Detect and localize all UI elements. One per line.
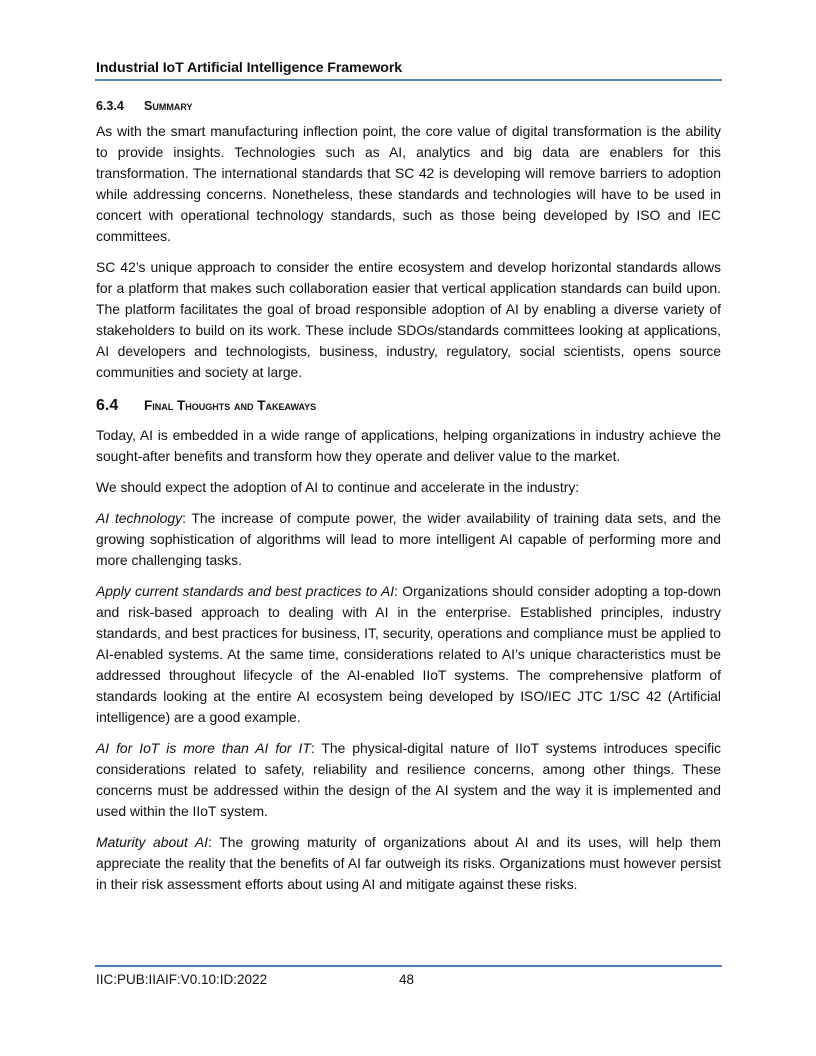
takeaway-term: AI for IoT is more than AI for IT — [96, 740, 311, 756]
summary-paragraph-1: As with the smart manufacturing inflection point, the core value of digital transformation is the ability to provide insights. Technologies such as AI, analytics and big data are enablers for this transformation. The international standards that SC 42 is developing will remove barriers to adoption while addressing concerns. Nonetheless, these standards and technologies will have to be used in concert with operational technology standards, such as those being developed by ISO and IEC committees. — [96, 123, 721, 244]
takeaway-ai-technology — [96, 508, 721, 571]
takeaway-term: Maturity about AI — [96, 834, 209, 850]
takeaway-text: : Organizations should consider adopting a top-down and risk-based approach to dealing with AI in the enterprise. Established principles, industry standards, and best practices for business, IT, security, operations and compliance must be applied to AI-enabled systems. At the same time, considerations related to AI’s unique characteristics must be addressed throughout lifecycle of the AI-enabled IIoT systems. The comprehensive platform of standards looking at the entire AI ecosystem being developed by ISO/IEC JTC 1/SC 42 (Artificial intelligence) are a good example. — [96, 583, 722, 725]
page-content — [96, 96, 721, 905]
intro-paragraph-2: We should expect the adoption of AI to continue and accelerate in the industry: — [96, 479, 580, 495]
section-number: 6.4 — [96, 397, 119, 414]
takeaway-maturity — [96, 832, 721, 895]
takeaway-term: AI technology — [96, 510, 183, 526]
section-number: 6.3.4 — [96, 99, 124, 113]
section-heading-summary — [96, 96, 721, 116]
section-title: Summary — [144, 99, 193, 113]
takeaway-term: Apply current standards and best practices to AI — [96, 583, 395, 599]
takeaway-text: : The increase of compute power, the wider availability of training data sets, and the growing sophistication of algorithms will lead to more intelligent AI capable of performing more and more challenging tasks. — [96, 510, 722, 568]
running-header-title: Industrial IoT Artificial Intelligence Framework — [96, 60, 403, 76]
footer-document-id: IIC:PUB:IIAIF:V0.10:ID:2022 — [96, 972, 268, 987]
footer-page-number: 48 — [399, 972, 415, 987]
takeaway-text: : The physical-digital nature of IIoT systems introduces specific considerations related to safety, reliability and resilience concerns, among other things. These concerns must be addressed within the design of the AI system and the way it is implemented and used within the IIoT system. — [96, 740, 722, 819]
takeaway-standards — [96, 581, 721, 728]
intro-paragraph-1: Today, AI is embedded in a wide range of applications, helping organizations in industry achieve the sought-after benefits and transform how they operate and deliver value to the market. — [96, 427, 721, 464]
footer-rule — [95, 965, 722, 967]
summary-paragraph-2: SC 42’s unique approach to consider the entire ecosystem and develop horizontal standards allows for a platform that makes such collaboration easier that vertical application standards can build upon. The platform facilitates the goal of broad responsible adoption of AI by enabling a diverse variety of stakeholders to build on its work. These include SDOs/standards committees looking at applications, AI developers and technologists, business, industry, regulatory, social scientists, opens source communities and society at large. — [96, 259, 721, 380]
section-heading-final-thoughts — [96, 395, 721, 417]
section-title: Final Thoughts and Takeaways — [144, 398, 317, 413]
takeaway-ai-for-iot — [96, 738, 721, 822]
header-rule — [95, 79, 722, 81]
takeaway-text: : The growing maturity of organizations about AI and its uses, will help them appreciate the reality that the benefits of AI far outweigh its risks. Organizations must however persist in their risk assessment efforts about using AI and mitigate against these risks. — [96, 834, 721, 892]
